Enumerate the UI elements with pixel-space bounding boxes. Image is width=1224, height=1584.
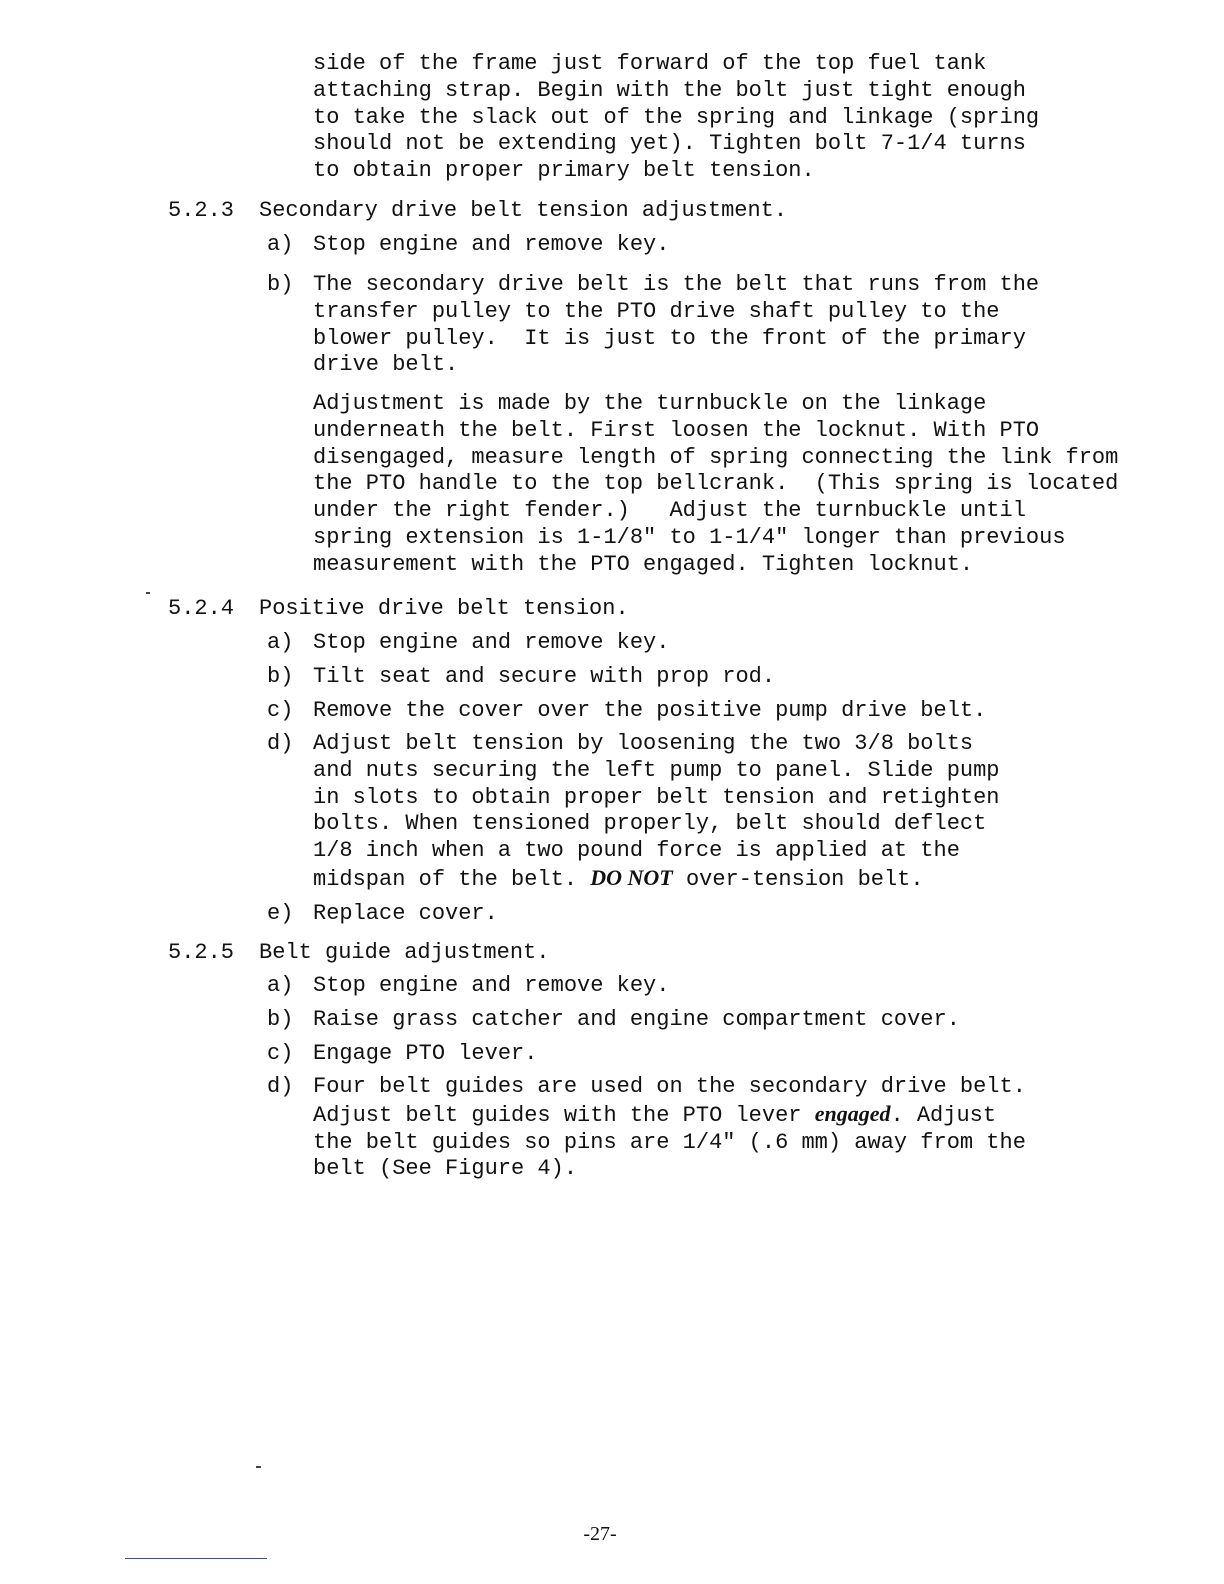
text-line: and nuts securing the left pump to panel. Slide pump (313, 757, 1000, 783)
item-label: d) (267, 731, 294, 756)
item-text: Tilt seat and secure with prop rod. (313, 664, 776, 689)
emphasis-text: DO NOT (590, 864, 673, 890)
item-label: b) (267, 664, 294, 689)
item-paragraph (313, 272, 1039, 379)
item-paragraph (313, 1074, 1026, 1183)
text-line: to obtain proper primary belt tension. (313, 158, 815, 184)
item-label: b) (267, 272, 294, 297)
item-text: Stop engine and remove key. (313, 630, 670, 655)
text-line: blower pulley. It is just to the front of the primary (313, 325, 1026, 351)
scan-speck (256, 1466, 261, 1468)
item-label: b) (267, 1007, 294, 1032)
text-line: disengaged, measure length of spring connecting the link from (313, 444, 1119, 470)
text-line: in slots to obtain proper belt tension and retighten (313, 784, 1000, 810)
text-line: the belt guides so pins are 1/4" (.6 mm) away from the (313, 1129, 1026, 1155)
text-line: the PTO handle to the top bellcrank. (This spring is located (313, 471, 1119, 497)
section-number: 5.2.5 (168, 940, 235, 965)
text-line: Four belt guides are used on the secondary drive belt. (313, 1074, 1026, 1099)
item-paragraph (313, 731, 1000, 894)
text-run: . Adjust (890, 1102, 997, 1128)
text-line: side of the frame just forward of the top fuel tank (313, 51, 987, 76)
text-line: underneath the belt. First loosen the locknut. With PTO (313, 417, 1040, 443)
item-label: d) (267, 1074, 294, 1099)
text-line: transfer pulley to the PTO drive shaft pulley to the (313, 298, 1000, 324)
footer-rule (125, 1558, 267, 1559)
text-run: over-tension belt. (672, 866, 924, 892)
text-line: The secondary drive belt is the belt that runs from the (313, 272, 1040, 297)
section-number: 5.2.4 (168, 596, 235, 621)
section-title: Belt guide adjustment. (259, 940, 550, 965)
text-line: bolts. When tensioned properly, belt should deflect (313, 811, 987, 837)
item-text: Raise grass catcher and engine compartment cover. (313, 1007, 960, 1032)
item-label: a) (267, 630, 294, 655)
item-label: e) (267, 901, 294, 926)
emphasis-text: engaged (814, 1100, 891, 1126)
text-line: under the right fender.) Adjust the turnbuckle until (313, 498, 1026, 524)
page-number: -27- (583, 1523, 617, 1545)
item-text: Replace cover. (313, 901, 498, 926)
section-title: Secondary drive belt tension adjustment. (259, 198, 788, 223)
text-line: belt (See Figure 4). (313, 1156, 578, 1182)
item-text: Engage PTO lever. (313, 1041, 538, 1066)
text-line: 1/8 inch when a two pound force is applied at the (313, 838, 960, 864)
item-label: a) (267, 973, 294, 998)
section-title: Positive drive belt tension. (259, 596, 629, 621)
text-line: Adjust belt tension by loosening the two 3/8 bolts (313, 731, 974, 756)
section-number: 5.2.3 (168, 198, 235, 223)
item-label: a) (267, 232, 294, 257)
item-label: c) (267, 698, 294, 723)
item-text: Stop engine and remove key. (313, 973, 670, 998)
adjustment-paragraph (313, 391, 1118, 579)
text-line: should not be extending yet). Tighten bolt 7-1/4 turns (313, 131, 1026, 157)
text-line: drive belt. (313, 352, 459, 378)
scan-speck (146, 592, 150, 594)
text-line: attaching strap. Begin with the bolt just tight enough (313, 77, 1026, 103)
text-line: to take the slack out of the spring and linkage (spring (313, 104, 1040, 130)
item-text: Remove the cover over the positive pump drive belt. (313, 698, 987, 723)
text-line: Adjustment is made by the turnbuckle on the linkage (313, 391, 987, 416)
intro-paragraph (313, 51, 1039, 185)
text-line: spring extension is 1-1/8" to 1-1/4" longer than previous (313, 524, 1066, 550)
text-line (313, 865, 1000, 894)
item-text: Stop engine and remove key. (313, 232, 670, 257)
text-line (313, 1101, 1026, 1130)
text-line: measurement with the PTO engaged. Tighten locknut. (313, 551, 974, 577)
item-label: c) (267, 1041, 294, 1066)
text-run: midspan of the belt. (313, 866, 591, 892)
text-run: Adjust belt guides with the PTO lever (313, 1102, 815, 1128)
